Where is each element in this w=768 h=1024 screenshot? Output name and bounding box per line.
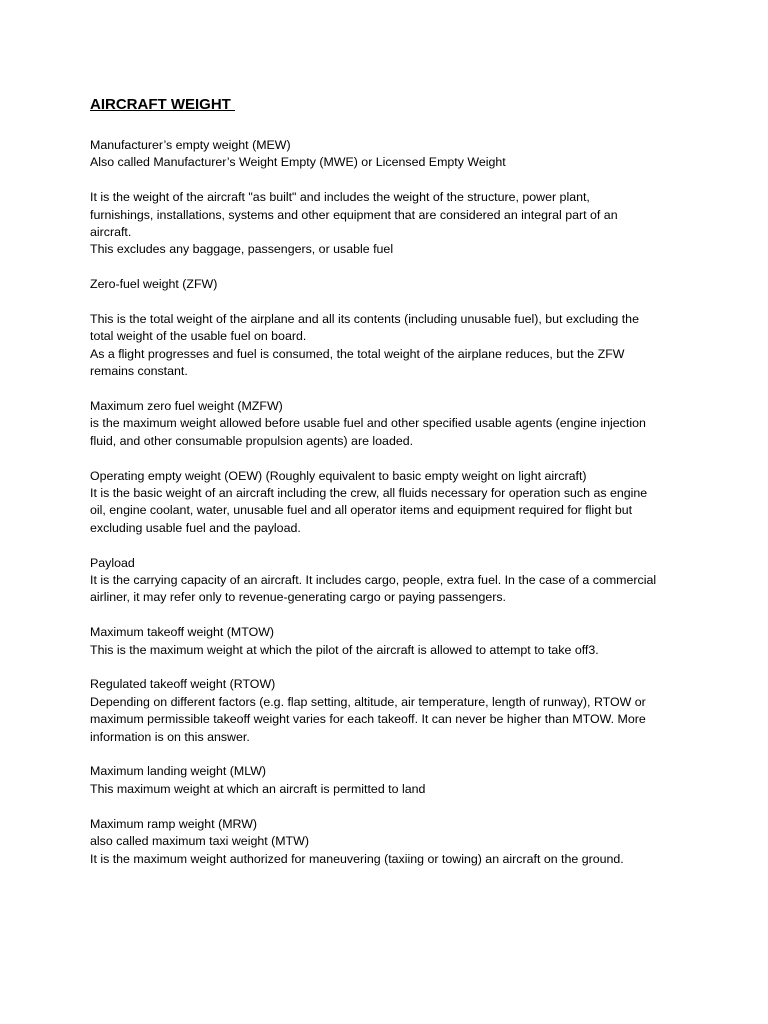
section-line: Manufacturer’s empty weight (MEW): [90, 138, 291, 152]
section-mrw: [90, 816, 680, 868]
section-line: excluding usable fuel and the payload.: [90, 520, 301, 535]
section-line: It is the weight of the aircraft "as built" and includes the weight of the structure, power plant,: [90, 190, 590, 205]
section-heading-text: Maximum takeoff weight (MTOW): [90, 625, 275, 640]
section-heading-text: Payload: [90, 555, 135, 570]
section-line: This is the maximum weight at which the pilot of the aircraft is allowed to attempt to take off3.: [90, 642, 599, 657]
section-line: As a flight progresses and fuel is consumed, the total weight of the airplane reduces, but the ZFW: [90, 346, 625, 361]
section-line: This maximum weight at which an aircraft is permitted to land: [90, 781, 426, 796]
section-line: is the maximum weight allowed before usable fuel and other specified usable agents (engine injection: [90, 416, 646, 431]
section-rtow: [90, 676, 680, 746]
section-line: It is the maximum weight authorized for maneuvering (taxiing or towing) an aircraft on the ground.: [90, 851, 624, 866]
section-heading-text: Maximum ramp weight (MRW): [90, 816, 258, 831]
section-heading: [90, 816, 680, 833]
section-line: maximum permissible takeoff weight varies for each takeoff. It can never be higher than MTOW. More: [90, 712, 646, 727]
section-line: oil, engine coolant, water, unusable fuel and all operator items and equipment required for flight but: [90, 503, 633, 518]
section-heading: [90, 763, 680, 780]
section-line: remains constant.: [90, 364, 188, 379]
section-zfw-description: [90, 311, 680, 381]
section-line: fluid, and other consumable propulsion agents) are loaded.: [90, 433, 414, 448]
section-line: Depending on different factors (e.g. flap setting, altitude, air temperature, length of runway), RTOW or: [90, 694, 646, 709]
section-heading: [90, 276, 680, 293]
section-line: total weight of the usable fuel on board.: [90, 329, 307, 344]
section-oew: [90, 468, 680, 538]
section-line: This is the total weight of the airplane and all its contents (including unusable fuel), but excluding the: [90, 312, 639, 327]
section-line: aircraft.: [90, 225, 132, 240]
section-heading-text: Regulated takeoff weight (RTOW): [90, 677, 276, 692]
section-line: It is the carrying capacity of an aircraft. It includes cargo, people, extra fuel. In the case of a commercial: [90, 573, 657, 588]
section-mtow: [90, 624, 680, 659]
section-mlw: [90, 763, 680, 798]
section-heading: [90, 468, 680, 485]
section-line: Also called Manufacturer’s Weight Empty (MWE) or Licensed Empty Weight: [90, 155, 506, 170]
section-zfw-heading: [90, 276, 680, 293]
section-heading: [90, 398, 680, 415]
document-title: AIRCRAFT WEIGHT: [90, 96, 235, 113]
section-heading-text: Maximum landing weight (MLW): [90, 764, 267, 779]
section-mew: [90, 137, 680, 172]
section-line: furnishings, installations, systems and other equipment that are considered an integral part of an: [90, 207, 618, 222]
section-heading: [90, 676, 680, 693]
section-heading-text: Operating empty weight (OEW) (Roughly equivalent to basic empty weight on light aircraft): [90, 468, 587, 483]
section-heading-text: Maximum zero fuel weight (MZFW): [90, 399, 283, 414]
section-heading-text: Zero-fuel weight (ZFW): [90, 277, 218, 292]
section-line: information is on this answer.: [90, 729, 250, 744]
section-heading: [90, 624, 680, 641]
section-mzfw: [90, 398, 680, 450]
section-line: airliner, it may refer only to revenue-generating cargo or paying passengers.: [90, 590, 506, 605]
section-mew-description: [90, 189, 680, 259]
section-heading: [90, 555, 680, 572]
document-page: [90, 95, 680, 885]
section-line: also called maximum taxi weight (MTW): [90, 834, 309, 849]
section-payload: [90, 555, 680, 607]
section-line: It is the basic weight of an aircraft including the crew, all fluids necessary for operation such as engine: [90, 486, 648, 501]
section-line: This excludes any baggage, passengers, or usable fuel: [90, 242, 394, 257]
